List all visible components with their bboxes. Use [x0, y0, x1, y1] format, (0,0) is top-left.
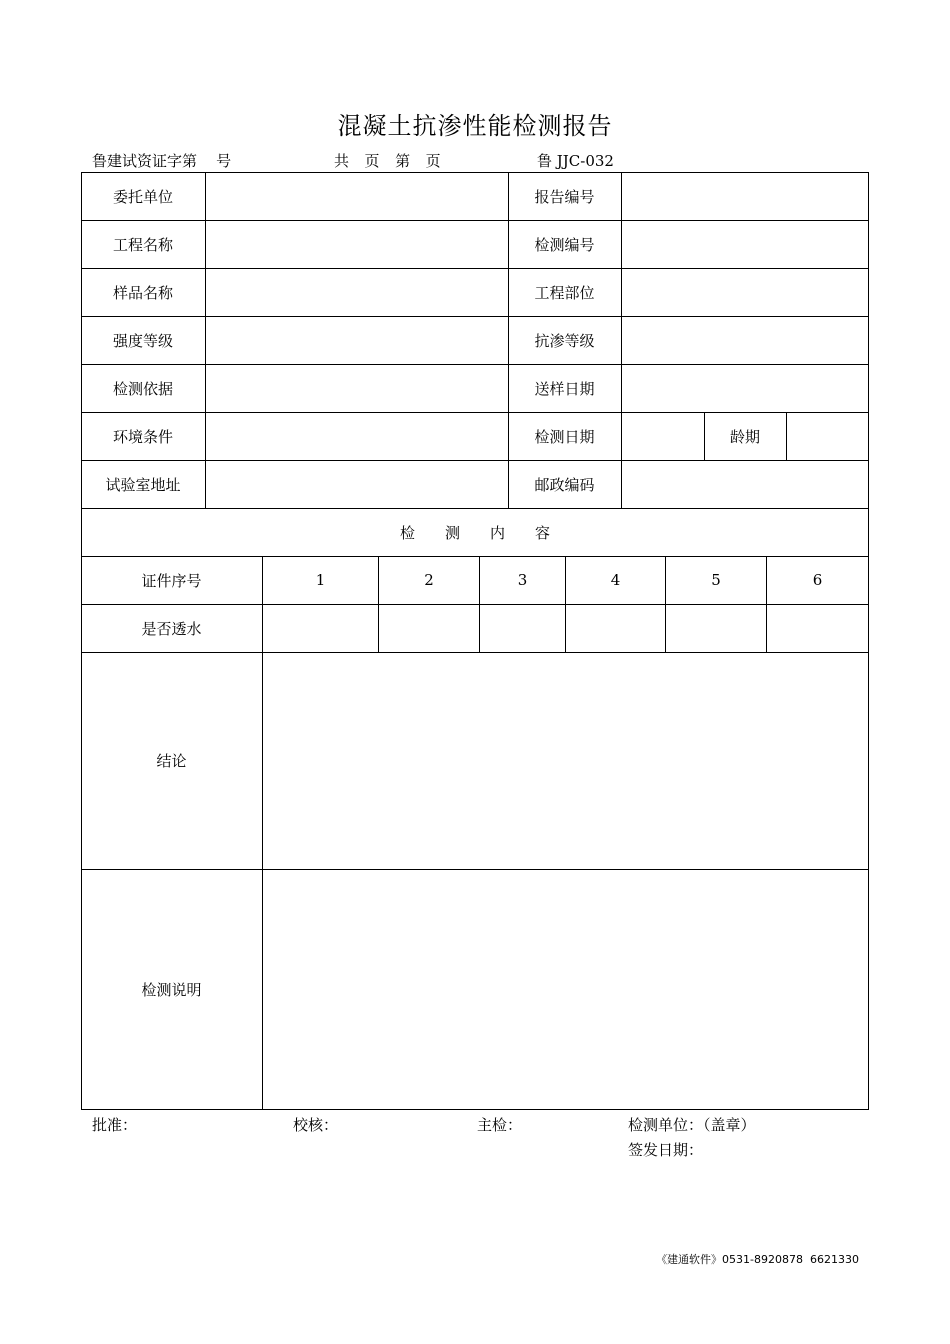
label-water-leakage: 是否透水 [141, 619, 202, 638]
label-lab-address: 试验室地址 [105, 475, 181, 494]
label-conclusion: 结论 [156, 752, 187, 770]
label-specimen-number: 证件序号 [141, 571, 202, 590]
label-project-name: 工程名称 [112, 235, 173, 254]
value-age [787, 412, 868, 460]
label-impermeability-grade: 抗渗等级 [534, 331, 595, 350]
value-conclusion [263, 652, 868, 869]
specimen-number: 3 [517, 571, 528, 589]
specimen-number: 4 [610, 571, 621, 589]
col-divider [205, 172, 206, 508]
table-border-bottom [81, 1109, 869, 1110]
review-label: 校核： [293, 1116, 339, 1134]
table-border-right [868, 172, 869, 1110]
label-project-part: 工程部位 [534, 283, 595, 302]
issue-date-label: 签发日期： [628, 1141, 704, 1159]
value-client [206, 172, 508, 220]
label-environment: 环境条件 [112, 427, 173, 446]
label-strength-grade: 强度等级 [112, 331, 173, 350]
label-report-number: 报告编号 [534, 187, 595, 206]
label-delivery-date: 送样日期 [534, 379, 595, 398]
report-table [81, 172, 869, 1111]
label-sample-name: 样品名称 [112, 283, 173, 302]
software-credit: 《建通软件》0531-8920878 6621330 [656, 1253, 859, 1266]
specimen-number: 1 [315, 571, 326, 589]
test-content-heading: 检 测 内 容 [399, 523, 550, 542]
approve-label: 批准： [92, 1116, 138, 1134]
label-test-notes: 检测说明 [141, 980, 202, 999]
testing-unit-label: 检测单位：（盖章） [628, 1116, 756, 1134]
page-counter: 共 页 第 页 [334, 152, 443, 170]
label-test-basis: 检测依据 [112, 379, 173, 398]
specimen-number: 5 [711, 571, 721, 589]
label-postal-code: 邮政编码 [534, 475, 595, 494]
inspector-label: 主检： [477, 1116, 523, 1134]
value-test-notes [263, 869, 868, 1109]
label-age: 龄期 [729, 427, 760, 446]
label-test-number: 检测编号 [534, 235, 595, 254]
label-client: 委托单位 [112, 187, 173, 206]
label-test-date: 检测日期 [534, 427, 595, 446]
specimen-number: 6 [812, 571, 823, 589]
value-report-number [622, 172, 868, 220]
form-code: 鲁 JJC-032 [537, 152, 614, 170]
cert-number: 鲁建试资证字第 号 [92, 152, 232, 170]
value-test-date [622, 412, 704, 460]
specimen-number: 2 [424, 571, 434, 589]
page-title: 混凝土抗渗性能检测报告 [337, 112, 613, 140]
